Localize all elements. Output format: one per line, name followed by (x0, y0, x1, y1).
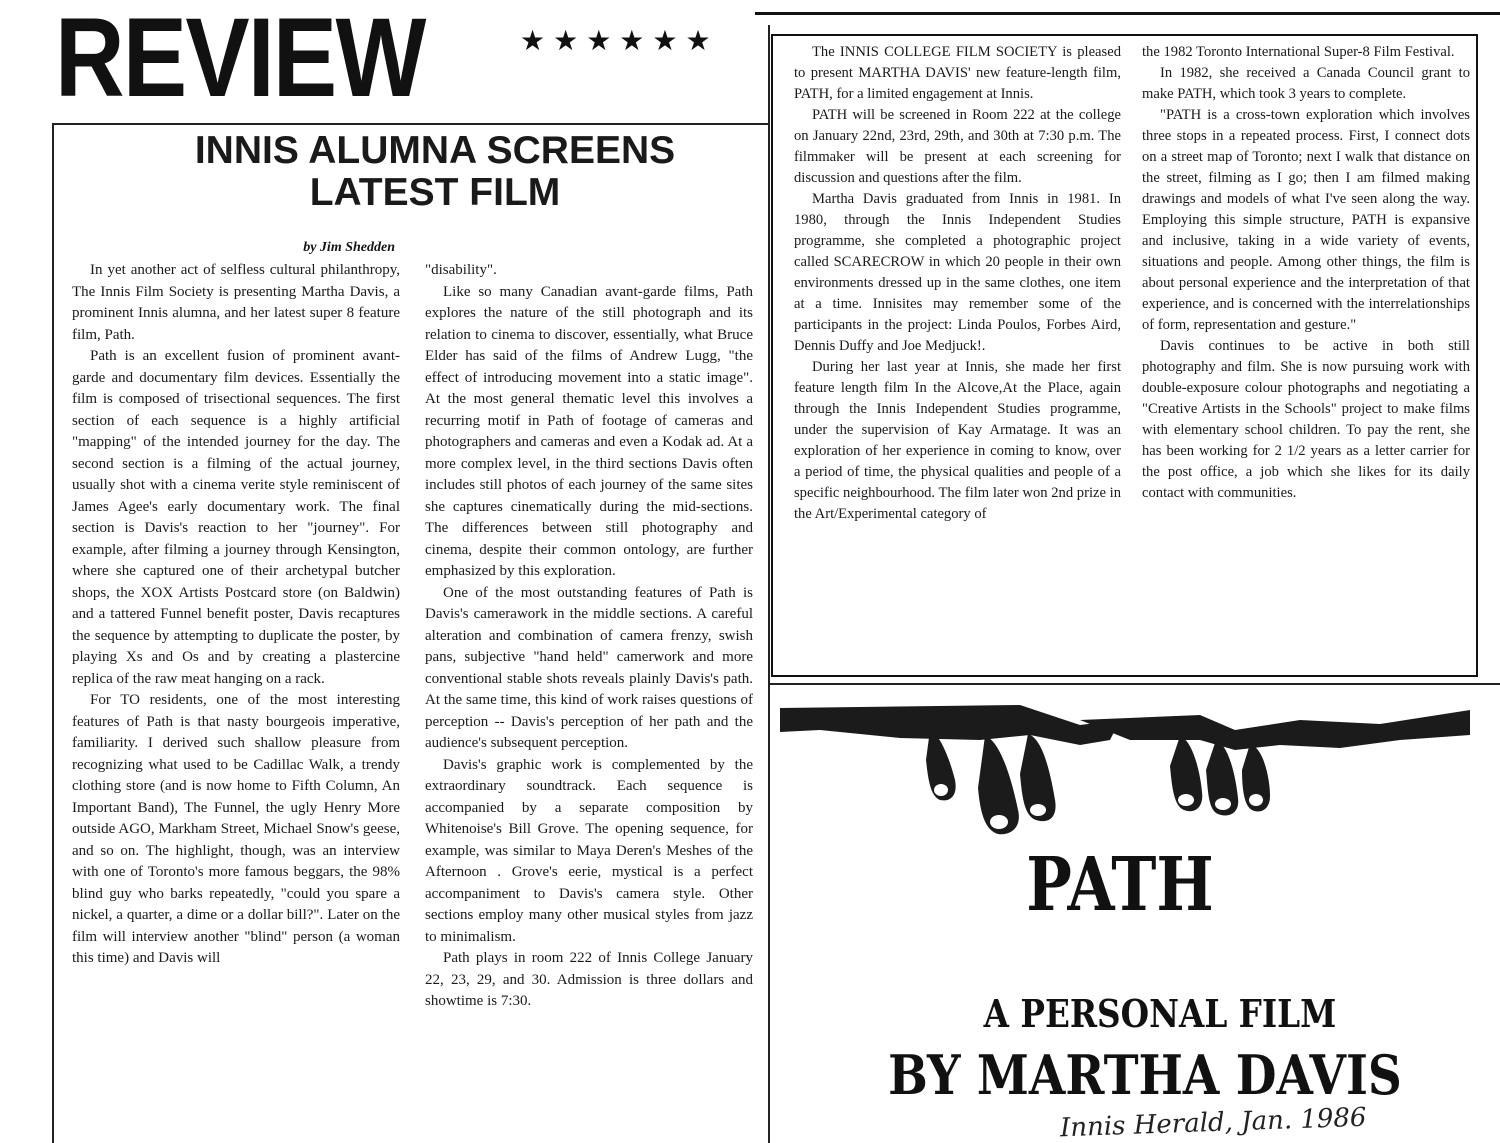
paragraph: "disability". (425, 262, 497, 278)
paragraph: PATH will be screened in Room 222 at the college on January 22nd, 23rd, 29th, and 30th at 7:30 p.m. The filmmaker will be present at each screening for discussion and questions after the film. (794, 107, 1121, 186)
byline: by Jim Shedden (303, 240, 395, 255)
article-headline (90, 130, 780, 214)
column-divider-left (52, 123, 54, 1143)
paragraph: For TO residents, one of the most interesting features of Path is that nasty bourgeois imperative, familiarity. I derived such shallow pleasure from recognizing what used to be Cadillac Walk, a trendy clothing store (and is now home to Fifth Column, An Important Band), The Funnel, the ugly Henry More outside AGO, Markham Street, Michael Snow's geese, and so on. The highlight, though, was an interview with one of Toronto's more famous beggars, the 98% blind guy who barks repeatedly, "could you spare a nickel, a quarter, a dime or a dollar bill?". Later on the film will interview another "blind" person (a woman this time) and Davis will (72, 692, 400, 966)
article-column-2 (425, 260, 753, 1013)
masthead-title: REVIEW (55, 0, 425, 120)
paragraph: Path is an excellent fusion of prominent avant-garde and documentary film devices. Essentially the film is composed of trisectional sequences. The first section of each sequence is a highly artificial "mapping" of the intended journey for the day. The second section is a filming of the actual journey, usually shot with a cinema verite style reminiscent of James Agee's early documentary work. The final section is Davis's reaction to her "journey". For example, after filming a journey through Kensington, where she captured one of their archetypal butcher shops, the XOX Artists Postcard store (on Baldwin) and a tattered Funnel benefit poster, Davis recaptures the sequence by attempting to duplicate the poster, by playing Xs and Os and by creating a plastercine replica of the raw meat hanging on a rack. (72, 348, 400, 687)
top-rule (755, 12, 1500, 15)
headline-line-1: INNIS ALUMNA SCREENS (194, 129, 676, 172)
masthead-stars: ★★★★★★ (520, 24, 719, 57)
paragraph: In yet another act of selfless cultural philanthropy, The Innis Film Society is presenting Martha Davis, a prominent Innis alumna, and her latest super 8 feature film, Path. (72, 262, 400, 343)
notice-column-1 (794, 42, 1121, 525)
notice-column-2 (1142, 42, 1470, 504)
handwritten-note: Innis Herald, Jan. 1986 (1059, 1102, 1367, 1143)
paragraph: The INNIS COLLEGE FILM SOCIETY is pleased to present MARTHA DAVIS' new feature-length film, PATH, for a limited engagement at Innis. (794, 44, 1121, 102)
headline-line-2: LATEST FILM (309, 171, 561, 214)
section-rule (52, 123, 770, 125)
paragraph: the 1982 Toronto International Super-8 Film Festival. (1142, 44, 1455, 60)
paragraph: Path plays in room 222 of Innis College January 22, 23, 29, and 30. Admission is three dollars and showtime is 7:30. (425, 950, 753, 1009)
paragraph: In 1982, she received a Canada Council grant to make PATH, which took 3 years to complete. (1142, 65, 1470, 102)
paragraph: Davis's graphic work is complemented by the extraordinary soundtrack. Each sequence is accompanied by a separate composition by Whitenoise's Bill Grove. The opening sequence, for example, was similar to Maya Deren's Meshes of the Afternoon . Grove's eerie, mystical is a perfect accompaniment to Davis's camera style. Other sections employ many other musical styles from jazz to minimalism. (425, 756, 753, 945)
poster-credit: BY MARTHA DAVIS (888, 1043, 1402, 1107)
paragraph: During her last year at Innis, she made her first feature length film In the Alcove,At the Place, again through the Innis Independent Studies programme, under the supervision of Kay Armatage. It was an exploration of her experience in coming to know, over a period of time, the physical qualities and people of a specific neighbourhood. The film later won 2nd prize in the Art/Experimental category of (794, 359, 1121, 522)
article-column-1 (72, 260, 400, 970)
poster-subtitle: A PERSONAL FILM (983, 991, 1337, 1036)
poster-top-rule (768, 683, 1500, 685)
paragraph: "PATH is a cross-town exploration which involves three stops in a repeated process. First, I connect dots on a street map of Toronto; next I walk that distance on the street, filming as I go; then I am filmed making drawings and models of what I've seen along the way. Employing this simple structure, PATH is expansive and inclusive, taking in a wide variety of events, situations and people. Among other things, the film is about personal experience and the interpretation of that experience, and is concerned with the interrelationships of form, representation and gesture." (1142, 107, 1470, 333)
hands-illustration (780, 700, 1480, 840)
paragraph: One of the most outstanding features of Path is Davis's camerawork in the middle sections. A careful alteration and combination of camera frenzy, swish pans, subjective "hand held" camerwork and more conventional stable shots reveals plainly Davis's path. At the same time, this kind of work raises questions of perception -- Davis's perception of her path and the audience's subsequent perception. (425, 584, 753, 751)
paragraph: Martha Davis graduated from Innis in 1981. In 1980, through the Innis Independent Studies programme, she completed a photographic project called SCARECROW in which 20 people in their own environments dressed up in the same clothes, one item at a time. Innisites may remember some of the participants in the project: Linda Poulos, Forbes Aird, Dennis Duffy and Joe Medjuck!. (794, 191, 1121, 354)
paragraph: Davis continues to be active in both still photography and film. She is now pursuing work with double-exposure colour photographs and negotiating a "Creative Artists in the Schools" project to make films with elementary school children. To pay the rent, she has been working for 2 1/2 years as a letter carrier for the post office, a job which she likes for its daily contact with communities. (1142, 338, 1470, 501)
paragraph: Like so many Canadian avant-garde films, Path explores the nature of the still photograph and its relation to cinema to discover, essentially, what Bruce Elder has said of the films of Andrew Lugg, "the effect of introducing movement into a static image". At the most general thematic level this involves a recurring motif in Path of footage of cameras and photographers and cameras and even a Kodak ad. At a more complex level, in the third sections Davis often includes still photos of each journey of the same sites she captures cinematically during the mid-sections. The differences between still photography and cinema, despite their common ontology, are further emphasized by this exploration. (425, 283, 753, 579)
poster-title: PATH (1026, 842, 1214, 928)
